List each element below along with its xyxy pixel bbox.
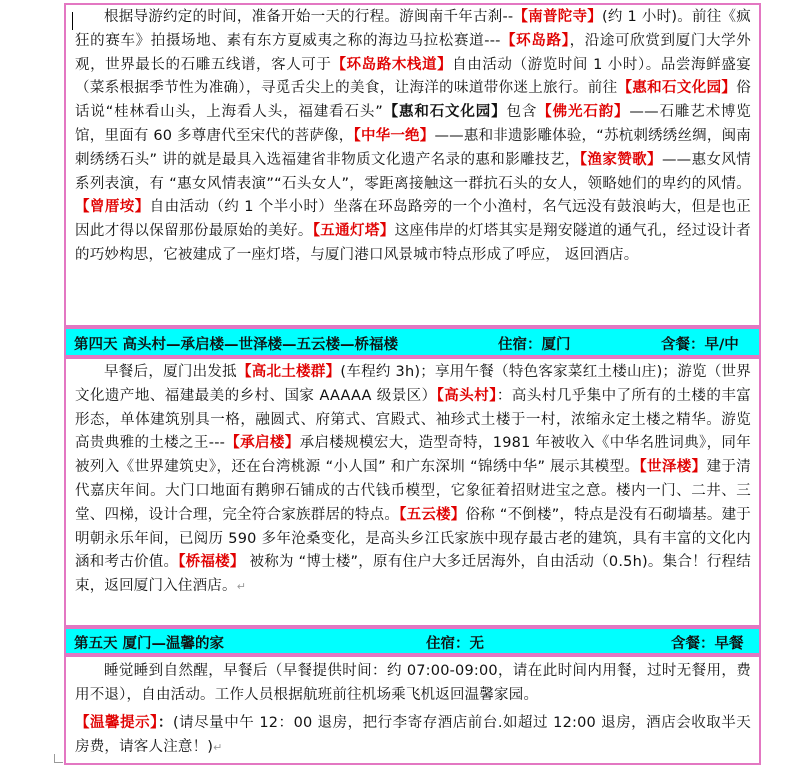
text-run: ——惠女风情系列表演，有 “惠女风情表演”“石头女人”，零距离接触这一群抗石头的女人，领略她们的卑约的风情。 <box>75 151 752 192</box>
highlight-ring-island-road: 【环岛路】 <box>500 32 570 49</box>
text-run: (车程约 3h)；享用午餐（特色客家菜红土楼山庄)；游览（世界文化遗产地、福建最美的乡村、国家 AAAAA 级景区） <box>75 364 751 404</box>
day4-stay: 住宿：厦门 <box>498 337 571 353</box>
day4-title: 第四天 高头村—承启楼—世泽楼—五云楼—桥福楼 <box>74 337 399 353</box>
paragraph-mark: ↵ <box>236 580 247 594</box>
text-run: ，沿途可欣赏到厦门大学外观，世界最长的石雕五线谱，客人可于 <box>75 32 751 73</box>
text-run: 包含 <box>506 104 538 121</box>
highlight-zengcuoan: 【曾厝垵】 <box>75 199 150 216</box>
text-run: 建于清代嘉庆年间。大门口地面有鹅卵石铺成的古代钱币模型，它象征着招财进宝之意。楼内一门、二井、三堂、四梯，设计合理，完全符合家族群居的特点。 <box>75 459 751 523</box>
text-run: 自由活动（游览时间 1 小时）。品尝海鲜盛宴（菜系根据季节性为准确），寻觅舌尖上的美食，让海洋的味道带你迷上旅行。前往 <box>75 56 751 97</box>
text-run: (请尽量中午 12：00 退房，把行李寄存酒店前台.如超过 12:00 退房，酒店会收取半天房费，请客人注意！) <box>75 715 752 755</box>
text-run: (约 1 小时)。前往《疯狂的赛车》拍摄场地、素有东方夏威夷之称的海边马拉松赛道--- <box>75 9 752 49</box>
text-run: ——石雕艺术博览馆，里面有 60 多尊唐代至宋代的菩萨像， <box>75 104 751 144</box>
text-run: 被称为 “博士楼”，原有住户大多迁居海外，自由活动（0.5h)。集合！行程结束，返回厦门入住酒店。 <box>75 554 751 595</box>
day4-itinerary-paragraph[interactable] <box>66 361 759 599</box>
highlight-warm-tips: 【温馨提示】 <box>75 715 158 731</box>
text-run: 这座伟岸的灯塔其实是翔安隧道的通气孔，经过设计者的巧妙构思，它被建成了一座灯塔，与厦门港口风景城市特点形成了呼应， 返回酒店。 <box>75 223 751 263</box>
highlight-zhonghua-yijue: 【中华一绝】 <box>353 127 435 144</box>
highlight-qiaofu-lou: 【桥福楼】 <box>178 554 245 571</box>
text-run: 根据导游约定的时间，准备开始一天的行程。游闽南千年古刹-- <box>104 9 514 25</box>
highlight-yujia-zange: 【渔家赞歌】 <box>579 151 662 168</box>
text-run: 早餐后，厦门出发抵 <box>104 364 237 380</box>
text-run: 俗话说“桂林看山头，上海看人头，福建看石头” <box>75 80 751 121</box>
text-run: 睡觉睡到自然醒，早餐后（早餐提供时间：约 07:00-09:00，请在此时间内用餐，过时无餐用，费用不退），自由活动。工作人员根据航班前往机场乘飞机返回温馨家园。 <box>75 663 751 703</box>
text-run: ：高头村几乎集中了所有的土楼的丰富形态，单体建筑别具一格，融圆式、府第式、宫殿式、袖珍式土楼于一村，浓缩永定土楼之精华。游览高贵典雅的土楼之王--- <box>75 387 751 452</box>
highlight-south-putuo-temple: 【南普陀寺】 <box>513 9 602 25</box>
highlight-foguang-shiyun: 【佛光石韵】 <box>537 104 630 121</box>
highlight-chengqi-lou: 【承启楼】 <box>225 435 300 452</box>
day3-itinerary-paragraph[interactable] <box>66 6 759 268</box>
day5-itinerary-paragraph[interactable] <box>66 660 759 708</box>
text-run: 自由活动（约 1 个半小时）坐落在环岛路旁的一个小渔村，名气远没有鼓浪屿大，但是也正因此才得以保留那份最原始的美好。 <box>75 199 752 240</box>
day5-tips-paragraph[interactable] <box>66 712 759 760</box>
day5-meals: 含餐：早餐 <box>671 636 744 652</box>
highlight-shize-lou: 【世泽楼】 <box>639 459 707 476</box>
day5-title: 第五天 厦门—温馨的家 <box>74 636 225 652</box>
text-run: 承启楼规模宏大，造型奇特，1981 年被收入《中华名胜词典》，同年被列入《世界建筑史》，还在台湾桃源 “小人国” 和广东深圳 “锦绣中华” 展示其模型。 <box>75 435 751 476</box>
day5-stay: 住宿：无 <box>426 636 484 652</box>
day5-header-bar <box>66 629 759 653</box>
margin-corner-mark <box>54 754 63 763</box>
day4-header-bar <box>66 329 759 355</box>
highlight-gaobei-tulou: 【高北土楼群】 <box>236 364 341 380</box>
text-run: ： <box>157 715 173 731</box>
highlight-huihe-stone-park-bold: 【惠和石文化园】 <box>382 104 507 121</box>
highlight-wutong-lighthouse: 【五通灯塔】 <box>312 223 395 240</box>
text-run: ——惠和非遗影雕体验，“苏杭刺绣绣丝绸，闽南刺绣绣石头” 讲的就是最具入选福建省非物质文化遗产名录的惠和影雕技艺， <box>75 127 751 168</box>
highlight-boardwalk: 【环岛路木栈道】 <box>331 56 453 73</box>
highlight-huihe-stone-park: 【惠和石文化园】 <box>617 80 737 97</box>
paragraph-mark: ↵ <box>213 740 223 754</box>
day4-meals: 含餐：早/中 <box>661 337 739 353</box>
text-run: 俗称 “不倒楼”，特点是没有石砌墙基。建于明朝永乐年间，已阅历 590 多年沧桑变化，是高头乡江氏家族中现存最古老的建筑，具有丰富的文化内涵和考古价值。 <box>75 506 752 571</box>
highlight-wuyun-lou: 【五云楼】 <box>399 506 466 523</box>
highlight-gaotou-village: 【高头村】 <box>436 387 497 404</box>
